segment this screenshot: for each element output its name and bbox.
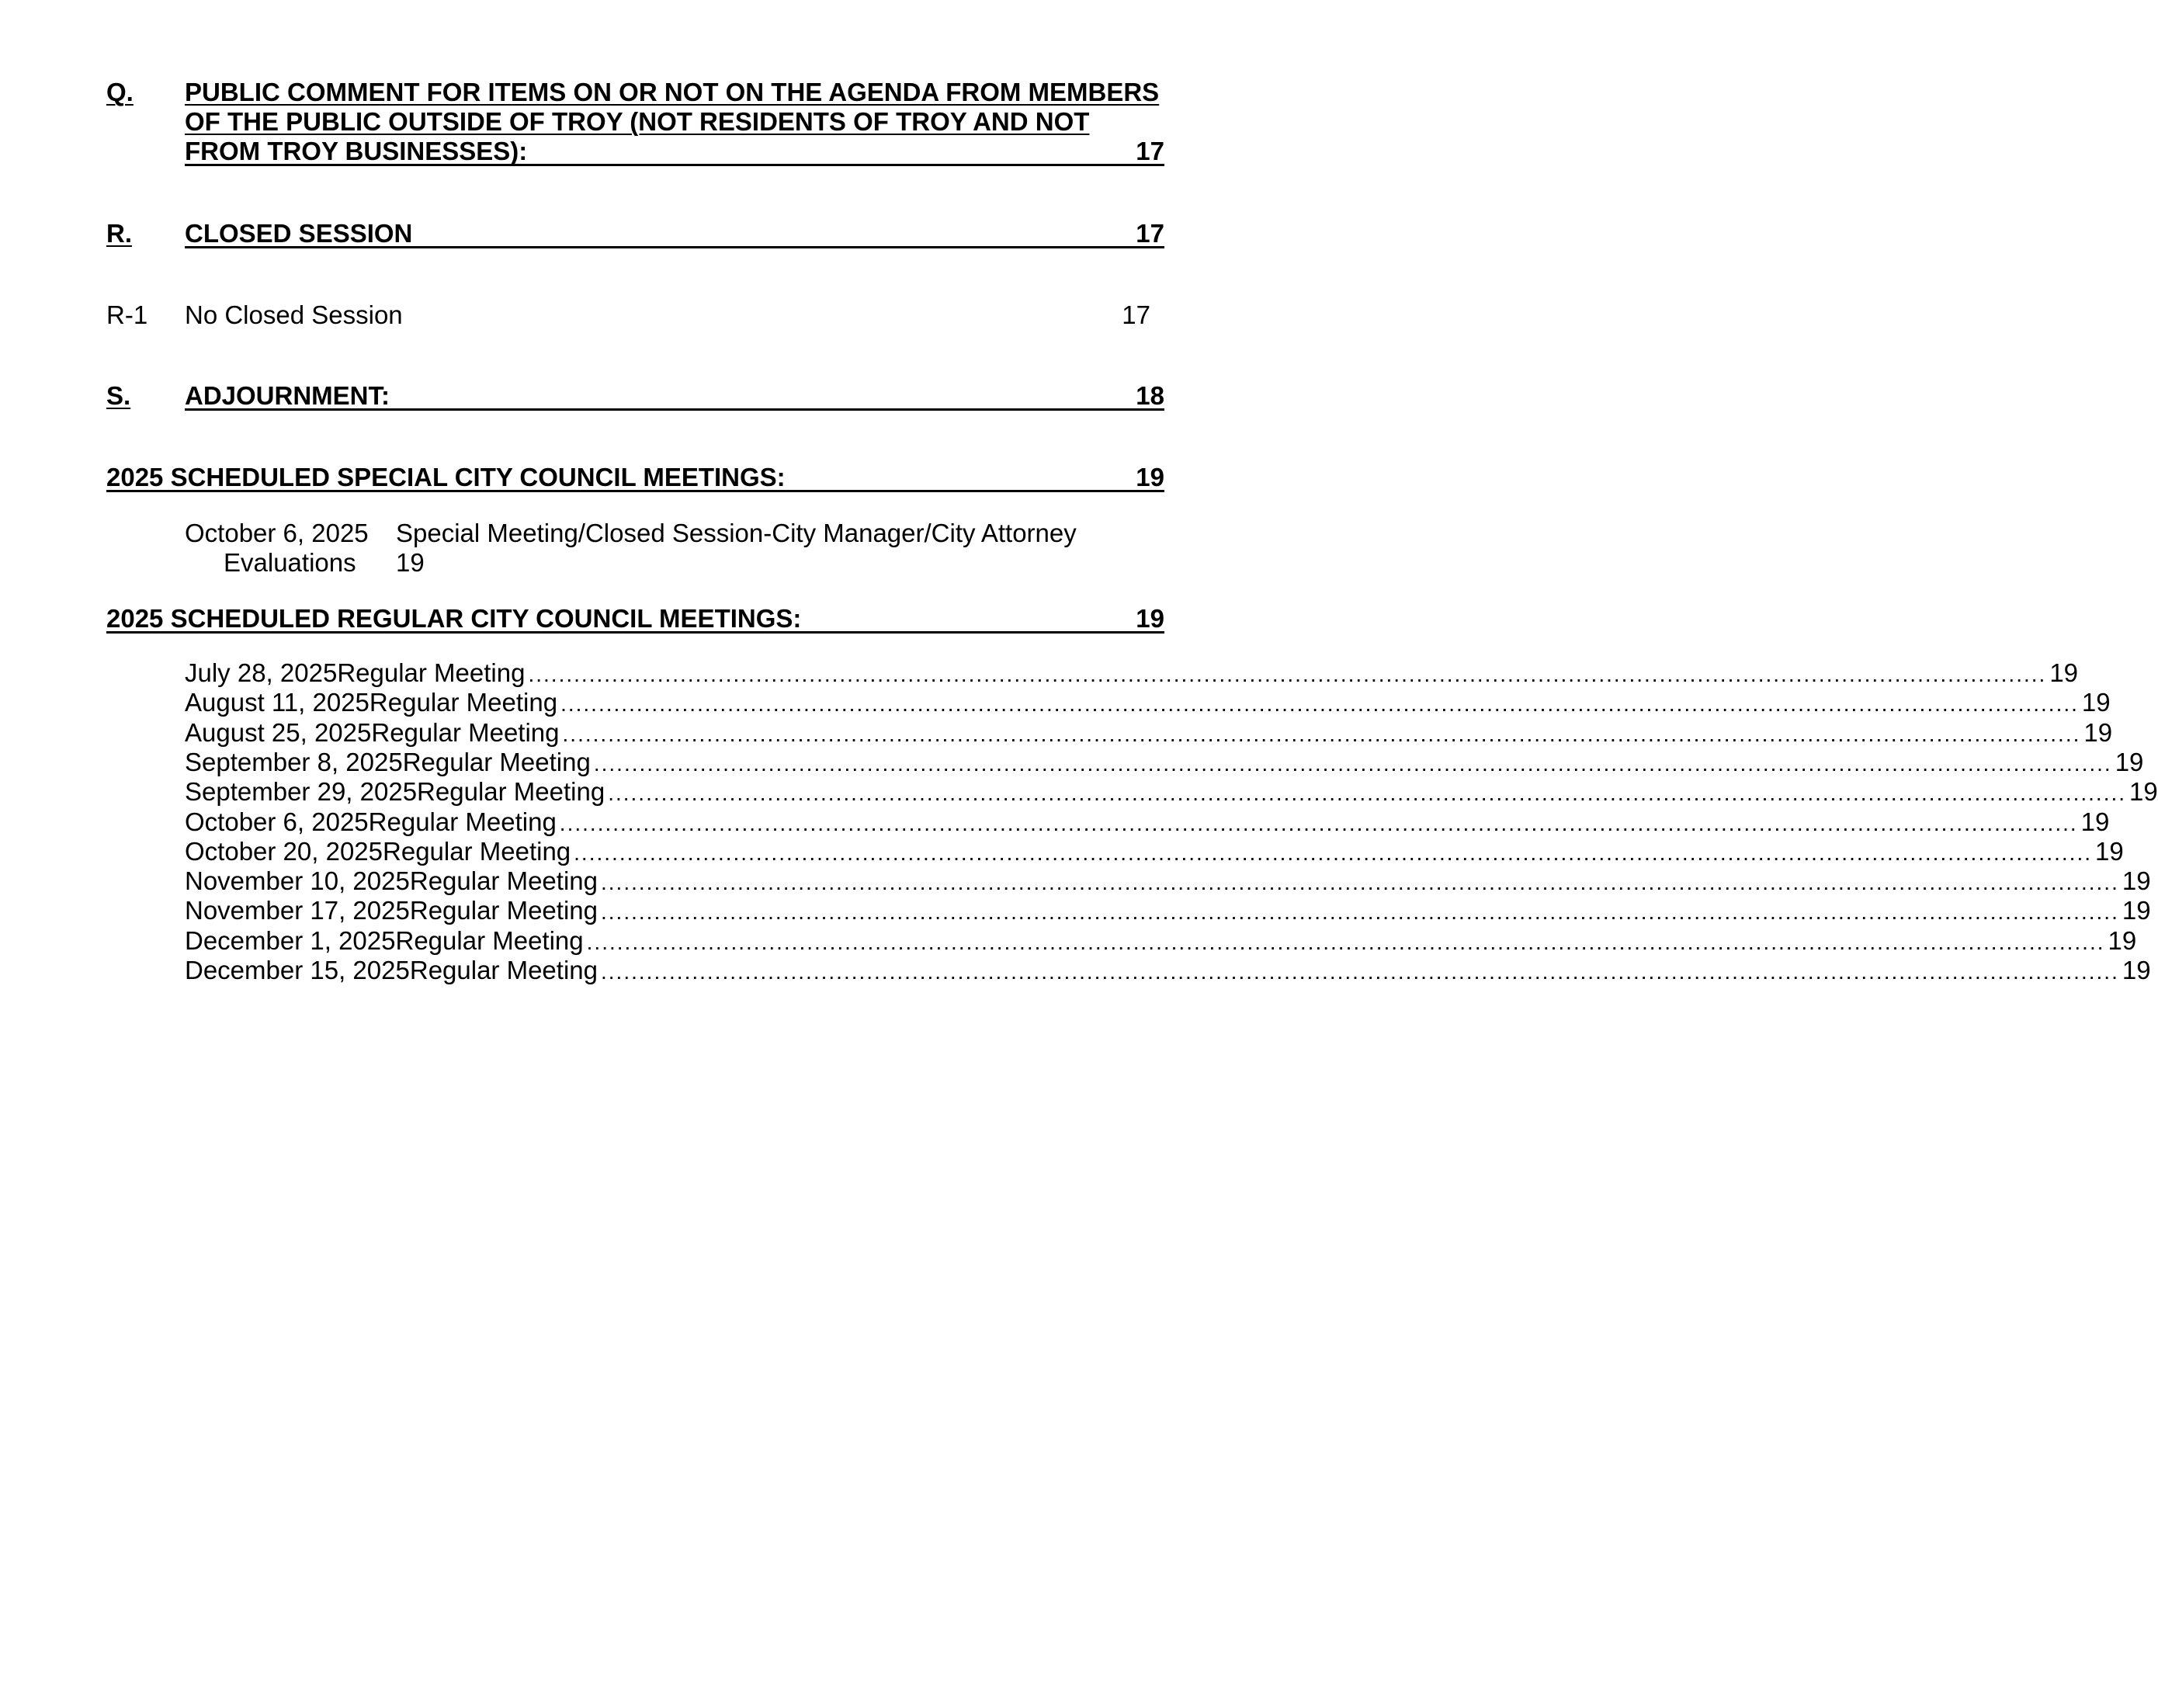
- toc-entry-title: Regular Meeting: [368, 807, 557, 836]
- special-meetings-underline: [106, 490, 1164, 492]
- toc-entry-date: October 6, 2025: [185, 807, 369, 836]
- toc-entry-title: Regular Meeting: [369, 688, 558, 717]
- toc-entry-date: December 1, 2025: [185, 925, 396, 955]
- section-q-underline: [185, 164, 1164, 166]
- special-entry-date: October 6, 2025: [185, 519, 369, 547]
- toc-entry-dot-leader: ........................................................................................................................................................................................................: [601, 960, 2119, 984]
- toc-entry-date: September 8, 2025: [185, 747, 403, 776]
- special-entry-page: 19: [396, 548, 425, 577]
- toc-entry[interactable]: [185, 896, 2151, 925]
- toc-entry[interactable]: [185, 658, 2079, 688]
- toc-entry[interactable]: [185, 688, 2111, 717]
- regular-meetings-page: 19: [1136, 604, 1164, 633]
- toc-entry-page: 19: [2095, 836, 2124, 866]
- item-r1-number: R-1: [106, 300, 148, 329]
- toc-entry-title: Regular Meeting: [409, 896, 598, 925]
- toc-entry[interactable]: [185, 956, 2151, 985]
- toc-entry-title: Regular Meeting: [417, 777, 605, 807]
- section-q-title-line3: FROM TROY BUSINESSES):: [185, 137, 528, 165]
- special-meetings-heading: 2025 SCHEDULED SPECIAL CITY COUNCIL MEETINGS:: [106, 463, 786, 491]
- toc-entry-dot-leader: ........................................................................................................................................................................................................: [601, 870, 2119, 895]
- toc-entry-page: 19: [2129, 777, 2158, 807]
- item-r1-page: 17: [1122, 300, 1150, 329]
- toc-entry-date: November 17, 2025: [185, 896, 410, 925]
- toc-entry-page: 19: [2122, 896, 2151, 925]
- section-q-letter: Q.: [106, 78, 134, 106]
- regular-meetings-underline: [106, 631, 1164, 634]
- toc-entry-dot-leader: ........................................................................................................................................................................................................: [593, 751, 2112, 776]
- toc-entry-dot-leader: ........................................................................................................................................................................................................: [560, 692, 2079, 717]
- toc-entry[interactable]: [185, 925, 2137, 956]
- regular-meetings-heading: 2025 SCHEDULED REGULAR CITY COUNCIL MEETINGS:: [106, 604, 802, 633]
- toc-entry-dot-leader: ........................................................................................................................................................................................................: [586, 929, 2105, 954]
- section-r-underline: [185, 246, 1164, 248]
- toc-entry-date: December 15, 2025: [185, 956, 410, 984]
- toc-entry-dot-leader: ........................................................................................................................................................................................................: [601, 900, 2119, 925]
- toc-entry[interactable]: [185, 777, 2158, 807]
- section-q-title-line1: PUBLIC COMMENT FOR ITEMS ON OR NOT ON THE AGENDA FROM MEMBERS: [185, 78, 1160, 106]
- toc-entry[interactable]: [185, 747, 2144, 777]
- toc-entry-page: 19: [2081, 688, 2111, 717]
- toc-entry-date: September 29, 2025: [185, 777, 418, 807]
- toc-entry-title: Regular Meeting: [383, 836, 571, 866]
- toc-entry-dot-leader: ........................................................................................................................................................................................................: [559, 811, 2078, 835]
- toc-entry[interactable]: [185, 866, 2151, 896]
- toc-entry-page: 19: [2122, 866, 2151, 896]
- toc-entry-title: Regular Meeting: [402, 747, 591, 776]
- special-meetings-page: 19: [1136, 463, 1164, 491]
- toc-entry-page: 19: [2080, 807, 2110, 836]
- toc-entry-date: August 25, 2025: [185, 717, 372, 747]
- toc-entry-date: October 20, 2025: [185, 836, 383, 866]
- toc-entry-page: 19: [2108, 925, 2137, 955]
- toc-entry-title: Regular Meeting: [337, 658, 526, 687]
- toc-entry-dot-leader: ........................................................................................................................................................................................................: [574, 840, 2093, 865]
- special-entry-title-line2: Evaluations: [224, 548, 356, 577]
- section-s-letter: S.: [106, 381, 131, 410]
- toc-entry[interactable]: [185, 836, 2124, 866]
- toc-entry-page: 19: [2083, 717, 2113, 747]
- section-q-page: 17: [1136, 137, 1164, 165]
- section-r-title: CLOSED SESSION: [185, 219, 413, 248]
- toc-entry-title: Regular Meeting: [395, 925, 584, 955]
- toc-entry-title: Regular Meeting: [409, 956, 598, 984]
- toc-entry[interactable]: [185, 717, 2113, 748]
- section-r-letter: R.: [106, 219, 132, 248]
- toc-entry-page: 19: [2049, 658, 2079, 687]
- toc-entry-date: November 10, 2025: [185, 866, 410, 896]
- toc-entry-dot-leader: ........................................................................................................................................................................................................: [528, 662, 2047, 686]
- section-r-page: 17: [1136, 219, 1164, 248]
- toc-entry-date: August 11, 2025: [185, 688, 369, 717]
- toc-entry-title: Regular Meeting: [409, 866, 598, 896]
- item-r1-title: No Closed Session: [185, 300, 403, 329]
- section-q-title-line2: OF THE PUBLIC OUTSIDE OF TROY (NOT RESIDENTS OF TROY AND NOT: [185, 107, 1090, 136]
- section-s-page: 18: [1136, 381, 1164, 410]
- toc-entry-dot-leader: ........................................................................................................................................................................................................: [562, 721, 2081, 746]
- toc-entry-title: Regular Meeting: [371, 717, 560, 747]
- special-entry-title-line1: Special Meeting/Closed Session-City Manager/City Attorney: [396, 519, 1077, 547]
- toc-entry-dot-leader: ........................................................................................................................................................................................................: [608, 781, 2127, 806]
- toc-entry-date: July 28, 2025: [185, 658, 338, 687]
- toc-entry-page: 19: [2122, 956, 2151, 984]
- section-s-title: ADJOURNMENT:: [185, 381, 390, 410]
- toc-entry-page: 19: [2115, 747, 2144, 776]
- toc-entry[interactable]: [185, 807, 2110, 837]
- section-s-underline: [185, 408, 1164, 411]
